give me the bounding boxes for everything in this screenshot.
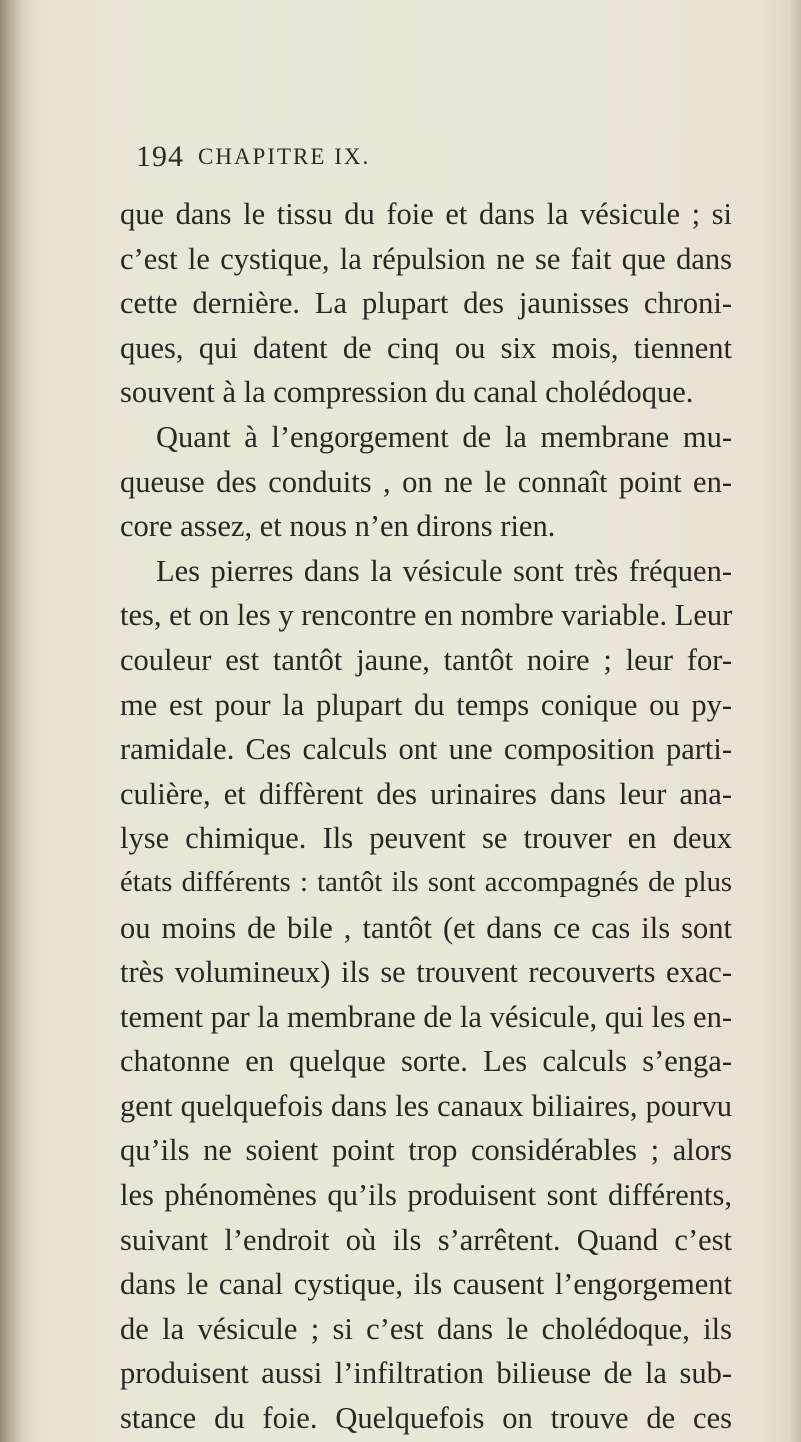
text-line: états différents : tantôt ils sont accompagnés de plus [120,866,732,898]
text-line: gent quelquefois dans les canaux biliaires, pourvu [120,1088,732,1123]
text-line: tement par la membrane de la vésicule, qui les en- [120,999,732,1034]
text-line: les phénomènes qu’ils produisent sont différents, [120,1178,732,1213]
page-number: 194 [136,140,184,173]
text-line: couleur est tantôt jaune, tantôt noire ; leur for- [120,642,732,677]
text-line: de la vésicule ; si c’est dans le cholédoque, ils [120,1311,732,1346]
text-line: suivant l’endroit où ils s’arrêtent. Quand c’est [120,1222,732,1257]
text-line: queuse des conduits , on ne le connaît point en- [120,464,732,499]
text-line: c’est le cystique, la répulsion ne se fait que dans [120,241,732,276]
text-line: chatonne en quelque sorte. Les calculs s’enga- [120,1044,732,1079]
text-line: dans le canal cystique, ils causent l’engorgement [120,1267,732,1302]
text-line: souvent à la compression du canal cholédoque. [120,375,694,410]
text-line: culière, et diffèrent des urinaires dans leur ana- [120,776,732,811]
text-line: ramidale. Ces calculs ont une composition parti- [120,732,732,767]
text-line: Les pierres dans la vésicule sont très fréquen- [156,553,732,588]
text-line: tes, et on les y rencontre en nombre variable. Leur [120,598,732,633]
text-line: Quant à l’engorgement de la membrane mu- [156,419,732,454]
running-head [136,140,696,180]
text-line: stance du foie. Quelquefois on trouve de ces [120,1401,732,1436]
chapter-title: CHAPITRE IX. [198,144,371,169]
text-line: core assez, et nous n’en dirons rien. [120,509,556,544]
text-line: produisent aussi l’infiltration bilieuse de la sub- [120,1356,732,1391]
text-line: ques, qui datent de cinq ou six mois, tiennent [120,330,732,365]
text-line: cette dernière. La plupart des jaunisses chroni- [120,286,732,321]
page-edge-shadow [789,0,801,1442]
text-line: qu’ils ne soient point trop considérables ; alors [120,1133,732,1168]
text-line: que dans le tissu du foie et dans la vésicule ; si [120,197,732,231]
body-text [120,192,732,1441]
text-line: lyse chimique. Ils peuvent se trouver en deux [120,821,732,856]
page-gutter-shadow [0,0,34,1442]
text-line: très volumineux) ils se trouvent recouverts exac- [120,955,732,990]
text-line: me est pour la plupart du temps conique ou py- [120,687,732,722]
text-line: ou moins de bile , tantôt (et dans ce cas ils sont [120,910,732,945]
